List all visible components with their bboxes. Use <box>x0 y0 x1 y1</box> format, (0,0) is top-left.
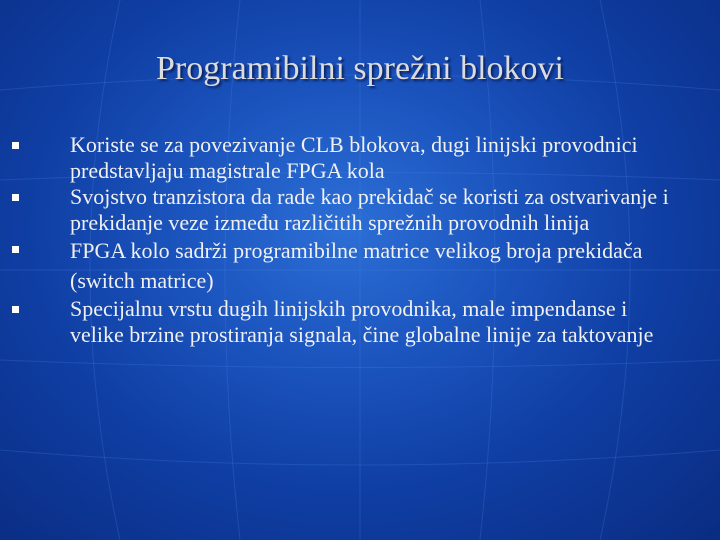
bullet-text: Specijalnu vrstu dugih linijskih provodnika, male impendanse i velike brzine prostiranja signala, čine globalne linije za taktovanje <box>70 296 654 347</box>
bullet-text: Svojstvo tranzistora da rade kao prekidač se koristi za ostvarivanje i prekidanje veze između različitih sprežnih provodnih linija <box>70 184 669 235</box>
bullet-list <box>70 132 670 348</box>
bullet-item <box>70 184 670 236</box>
square-bullet-icon <box>12 306 19 313</box>
bullet-text: FPGA kolo sadrži programibilne matrice velikog broja prekidača (switch matrice) <box>70 238 643 293</box>
bullet-item <box>70 132 670 184</box>
slide-title: Programibilni sprežni blokovi <box>156 50 564 87</box>
square-bullet-icon <box>12 194 19 201</box>
square-bullet-icon <box>12 142 19 149</box>
bullet-text: Koriste se za povezivanje CLB blokova, dugi linijski provodnici predstavljaju magistrale FPGA kola <box>70 132 638 183</box>
bullet-item <box>70 296 670 348</box>
bullet-item <box>70 236 670 296</box>
square-bullet-icon <box>12 246 19 253</box>
